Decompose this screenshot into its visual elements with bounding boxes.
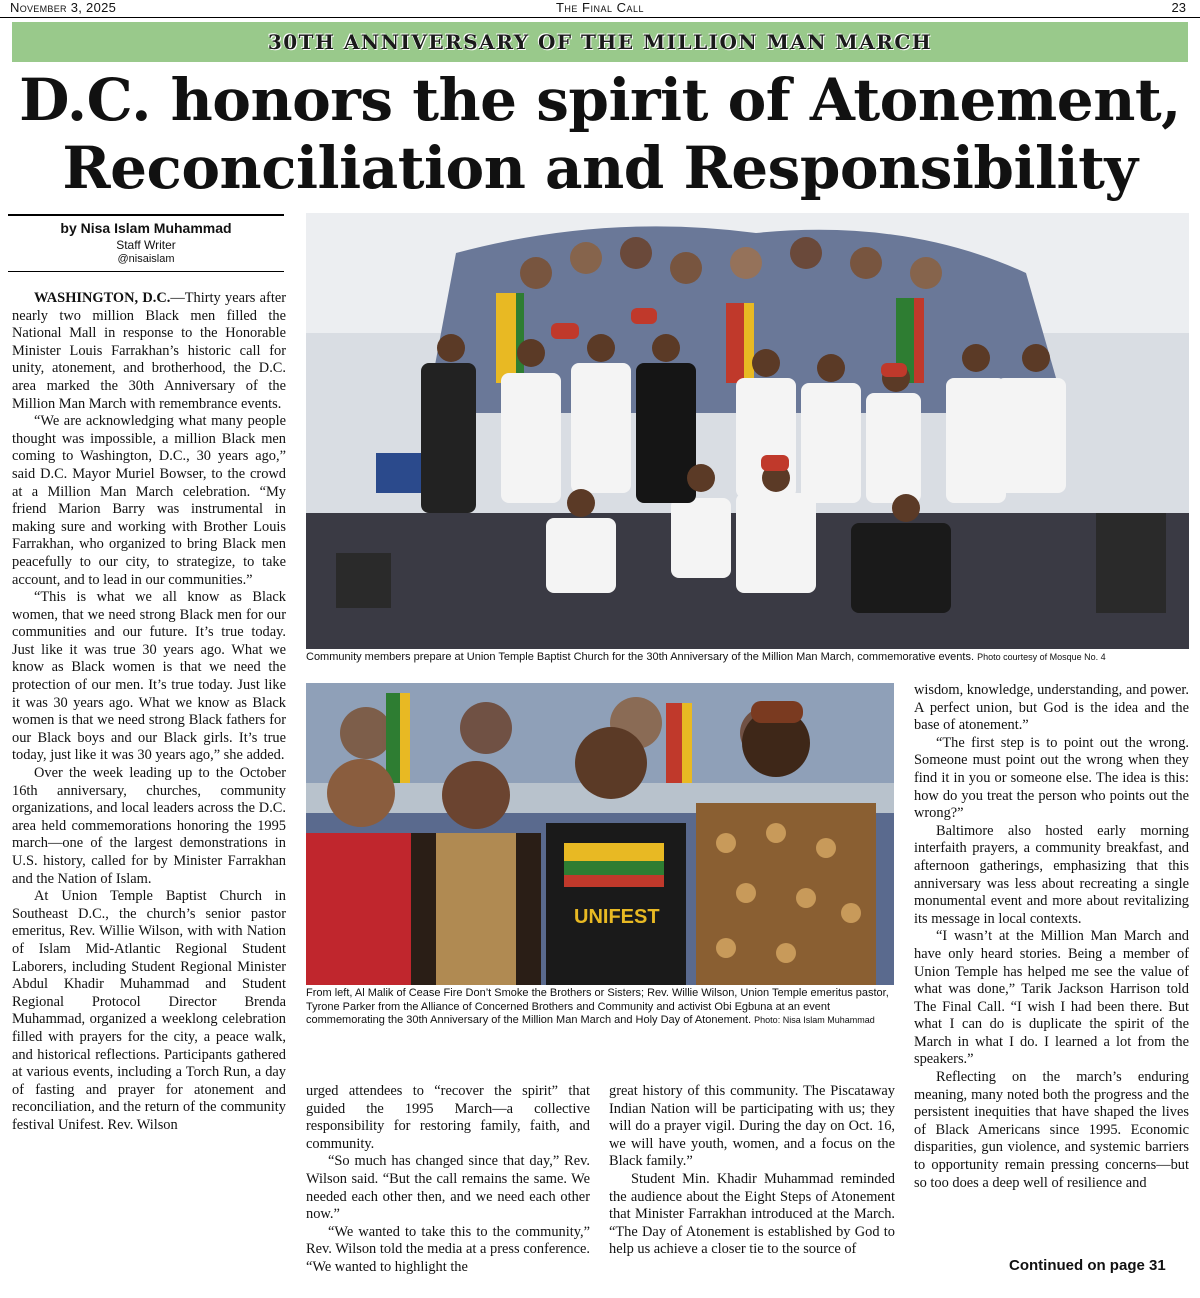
paragraph: “We wanted to take this to the community,” Rev. Wilson told the media at a press conference. “We wanted to highlight the: [306, 1223, 590, 1275]
article-column-3: [609, 1083, 895, 1259]
section-banner: [12, 22, 1188, 62]
headline-line-1: D.C. honors the spirit of Atonement,: [19, 66, 1181, 134]
paragraph: Over the week leading up to the October 16th anniversary, churches, community organizations, and local leaders across the D.C. area held commemorations honoring the 1995 march—one of the largest demonstrations in U.S. history, called for by Minister Farrakhan and the Nation of Islam.: [12, 765, 286, 887]
headline-line-2: Reconciliation and Responsibility: [62, 134, 1138, 202]
article-column-4: [914, 682, 1189, 1192]
paragraph: “So much has changed since that day,” Rev. Wilson said. “But the call remains the same. We needed each other then, and we need each other now.”: [306, 1153, 590, 1223]
photo-2-caption-text: From left, Al Malik of Cease Fire Don’t Smoke the Brothers or Sisters; Rev. Willie Wilson, Union Temple emeritus pastor, Tyrone Parker from the Alliance of Concerned Brothers and Community and activist Obi Egbuna at an event commemorating the 30th Anniversary of the Million Man March and Holy Day of Atonement.: [306, 987, 889, 1026]
photo-2-caption: [306, 987, 896, 1028]
dateline: WASHINGTON, D.C.: [34, 290, 171, 306]
photo-1-caption: [306, 651, 1191, 665]
four-men-photo: [306, 683, 894, 985]
photo-2-credit: Photo: Nisa Islam Muhammad: [754, 1015, 875, 1025]
paragraph: urged attendees to “recover the spirit” that guided the 1995 March—a collective responsibility for restoring family, faith, and community.: [306, 1083, 590, 1152]
photo-1-caption-text: Community members prepare at Union Temple Baptist Church for the 30th Anniversary of the Million Man March, commemorative events.: [306, 651, 975, 663]
group-photo-union-temple: [306, 213, 1189, 649]
paragraph: Reflecting on the march’s enduring meaning, many noted both the progress and the persistent inequities that have shaped the lives of Black Americans since 1995. Economic disparities, gun violence, and systemic barriers to opportunity remain pressing concerns—but so too does a deep well of resilience and: [914, 1069, 1189, 1191]
byline-handle: @nisaislam: [117, 253, 175, 265]
lead-paragraph: WASHINGTON, D.C.—Thirty years after nearly two million Black men filled the National Mall in response to the Honorable Minister Louis Farrakhan’s historic call for unity, atonement, and brotherhood, the D.C. area marked the 30th Anniversary of the Million Man March with remembrance events.: [12, 290, 286, 412]
page-header: [0, 0, 1200, 18]
byline-author: by Nisa Islam Muhammad: [60, 220, 232, 236]
paragraph: Student Min. Khadir Muhammad reminded the audience about the Eight Steps of Atonement that Minister Farrakhan introduced at the March. “The Day of Atonement is established by God to help us achieve a closer tie to the source of: [609, 1170, 895, 1258]
section-banner-text: 30TH ANNIVERSARY OF THE MILLION MAN MARCH: [267, 30, 933, 54]
four-men-photo-illustration: [306, 683, 894, 985]
shirt-text: UNIFEST: [574, 906, 660, 928]
paragraph: At Union Temple Baptist Church in Southeast D.C., the church’s senior pastor emeritus, Rev. Willie Wilson, with with Nation of Islam Mid-Atlantic Regional Student Laborers, including Student Regional Minister Abdul Khadir Muhammad and Student Regional Protocol Director Brenda Muhammad, organized a weeklong celebration filled with prayers for the city, a peace walk, and historical reflections. Participants gathered at various events, including a Torch Run, a day of fasting and prayer for atonement and reconciliation, and the return of the community festival Unifest. Rev. Wilson: [12, 888, 286, 1133]
byline: [8, 214, 284, 272]
continued-link[interactable]: Continued on page 31: [1009, 1257, 1166, 1274]
paragraph: “This is what we all know as Black women, that we need strong Black men for our communities and our future. It’s true today. Just like it was true 30 years ago. What we know as Black women is that we need the protection of our men. It’s true today. Just like it was 30 years ago. What we know as Black women is that we need strong Black fathers for our Black boys and our Black girls. It’s true today, just like it was 30 years ago,” she added.: [12, 589, 286, 764]
paragraph: “The first step is to point out the wrong. Someone must point out the wrong when they find it in you or someone else. The idea is this: how do you treat the person who points out the wrong?”: [914, 734, 1189, 822]
paragraph: great history of this community. The Piscataway Indian Nation will be participating with us; they will do a prayer vigil. During the day on Oct. 16, we will have youth, women, and a focus on the Black family.”: [609, 1083, 895, 1170]
article-column-1: [12, 290, 286, 1135]
paragraph: wisdom, knowledge, understanding, and power. A perfect union, but God is the idea and the base of atonement.”: [914, 682, 1189, 734]
photo-1-credit: Photo courtesy of Mosque No. 4: [977, 652, 1106, 662]
page-number: 23: [1171, 0, 1186, 15]
byline-title: Staff Writer: [116, 238, 176, 252]
article-column-2: [306, 1083, 590, 1277]
issue-date: November 3, 2025: [10, 0, 117, 15]
paragraph: “We are acknowledging what many people thought was impossible, a million Black men coming to Washington, D.C., 30 years ago,” said D.C. Mayor Muriel Bowser, to the crowd at a Million Man March celebration. “My friend Marion Barry was instrumental in making sure and working with Brother Louis Farrakhan, who organized to bring Black men peacefully to our city, to strategize, to take account, and to lead in our communities.”: [12, 413, 286, 588]
headline: [0, 66, 1200, 202]
publication-name: The Final Call: [555, 0, 645, 15]
paragraph: Baltimore also hosted early morning interfaith prayers, a community breakfast, and afternoon gatherings, emphasizing that this anniversary was less about recreating a single monumental event and more about revitalizing its message in local contexts.: [914, 822, 1189, 927]
paragraph: “I wasn’t at the Million Man March and have only heard stories. Being a member of Union Temple has helped me see the value of what was done,” Tarik Jackson Harrison told The Final Call. “I wish I had been there. But what I can do is duplicate the spirit of the March in what I do. I learned a lot from the speakers.”: [914, 928, 1189, 1068]
group-photo-illustration: [306, 213, 1189, 649]
